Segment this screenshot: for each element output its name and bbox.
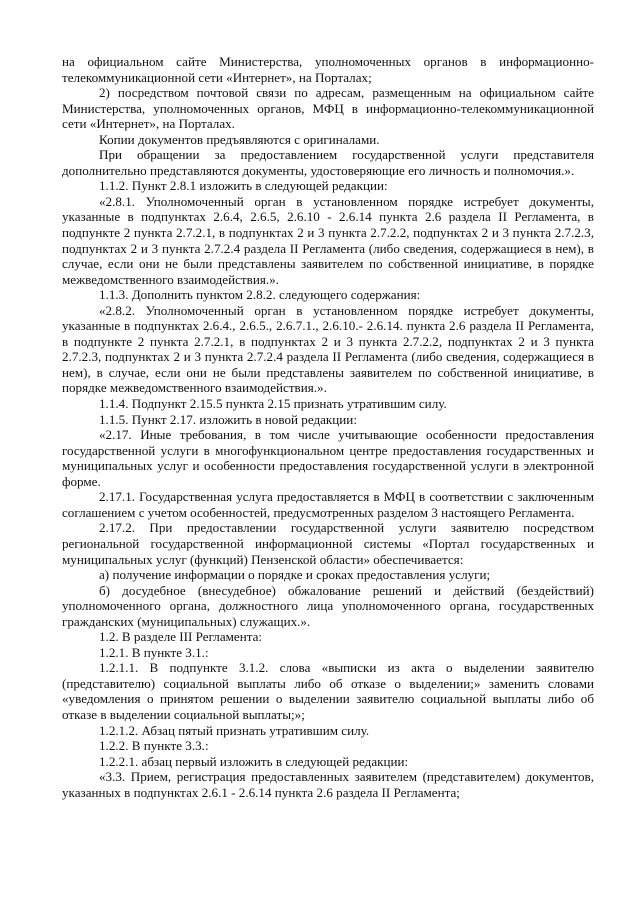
paragraph-9: 1.1.4. Подпункт 2.15.5 пункта 2.15 признать утратившим силу. <box>99 396 447 412</box>
paragraph-16: 1.2. В разделе III Регламента: <box>99 629 263 645</box>
document-page <box>62 54 594 800</box>
paragraph-10: 1.1.5. Пункт 2.17. изложить в новой редакции: <box>99 411 357 427</box>
paragraph-20: 1.2.2. В пункте 3.3.: <box>99 738 209 754</box>
paragraph-2: 2) посредством почтовой связи по адресам, размещенным на официальном сайте Министерства, уполномоченных органов, МФЦ в информационно-телекоммуникационной сети «Интернет», на Порталах. <box>62 85 594 132</box>
paragraph-14: а) получение информации о порядке и сроках предоставления услуги; <box>99 567 491 583</box>
paragraph-17: 1.2.1. В пункте 3.1.: <box>99 644 209 660</box>
paragraph-8: «2.8.2. Уполномоченный орган в установленном порядке истребует документы, указанные в подпунктах 2.6.4., 2.6.5., 2.6.7.1., 2.6.10.- 2.6.14. пункта 2.6 раздела II Регламента, в подпункте 2 пункта 2.7.2.1, в подпунктах 2 и 3 пункта 2.7.2.2, подпунктах 2 и 3 пункта 2.7.2.3, подпунктах 2 и 3 пункта 2.7.2.4 раздела II Регламента (либо сведения, содержащиеся в нем), в случае, если они не были представлены заявителем по собственной инициативе, в порядке межведомственного взаимодействия.». <box>62 302 594 396</box>
paragraph-13: 2.17.2. При предоставлении государственной услуги заявителю посредством региональной государственной информационной системы «Портал государственных и муниципальных услуг (функций) Пензенской области» обеспечивается: <box>62 520 594 567</box>
paragraph-21: 1.2.2.1. абзац первый изложить в следующей редакции: <box>99 753 409 769</box>
paragraph-22: «3.3. Прием, регистрация предоставленных заявителем (представителем) документов, указанных в подпунктах 2.6.1 - 2.6.14 пункта 2.6 раздела II Регламента; <box>62 769 594 800</box>
paragraph-5: 1.1.2. Пункт 2.8.1 изложить в следующей редакции: <box>99 178 388 194</box>
paragraph-15: б) досудебное (внесудебное) обжалование решений и действий (бездействий) уполномоченного органа, должностного лица уполномоченного органа, государственных гражданских (муниципальных) служащих.». <box>62 582 594 629</box>
paragraph-1: на официальном сайте Министерства, уполномоченных органов в информационно-телекоммуникационной сети «Интернет», на Порталах; <box>62 54 594 85</box>
paragraph-18: 1.2.1.1. В подпункте 3.1.2. слова «выписки из акта о выделении заявителю (представителю) социальной выплаты либо об отказе о выделении;» заменить словами «уведомления о принятом решении о выделении заявителю социальной выплаты либо об отказе в выделении социальной выплаты;»; <box>62 660 594 722</box>
paragraph-7: 1.1.3. Дополнить пунктом 2.8.2. следующего содержания: <box>99 287 421 303</box>
paragraph-12: 2.17.1. Государственная услуга предоставляется в МФЦ в соответствии с заключенным соглашением с учетом особенностей, предусмотренных разделом 3 настоящего Регламента. <box>62 489 594 520</box>
paragraph-6: «2.8.1. Уполномоченный орган в установленном порядке истребует документы, указанные в подпунктах 2.6.4, 2.6.5, 2.6.10 - 2.6.14 пункта 2.6 раздела II Регламента, в подпункте 2 пункта 2.7.2.1, в подпунктах 2 и 3 пункта 2.7.2.2, подпунктах 2 и 3 пункта 2.7.2.3, подпунктах 2 и 3 пункта 2.7.2.4 раздела II Регламента (либо сведения, содержащиеся в нем), в случае, если они не были представлены заявителем по собственной инициативе, в порядке межведомственного взаимодействия.». <box>62 193 594 287</box>
paragraph-3: Копии документов предъявляются с оригиналами. <box>99 131 380 147</box>
paragraph-11: «2.17. Иные требования, в том числе учитывающие особенности предоставления государственной услуги в многофункциональном центре предоставления государственных и муниципальных услуг и особенности предоставления государственной услуги в электронной форме. <box>62 427 594 489</box>
paragraph-4: При обращении за предоставлением государственной услуги представителя дополнительно представляются документы, удостоверяющие его личность и полномочия.». <box>62 147 594 178</box>
paragraph-19: 1.2.1.2. Абзац пятый признать утратившим силу. <box>99 722 370 738</box>
